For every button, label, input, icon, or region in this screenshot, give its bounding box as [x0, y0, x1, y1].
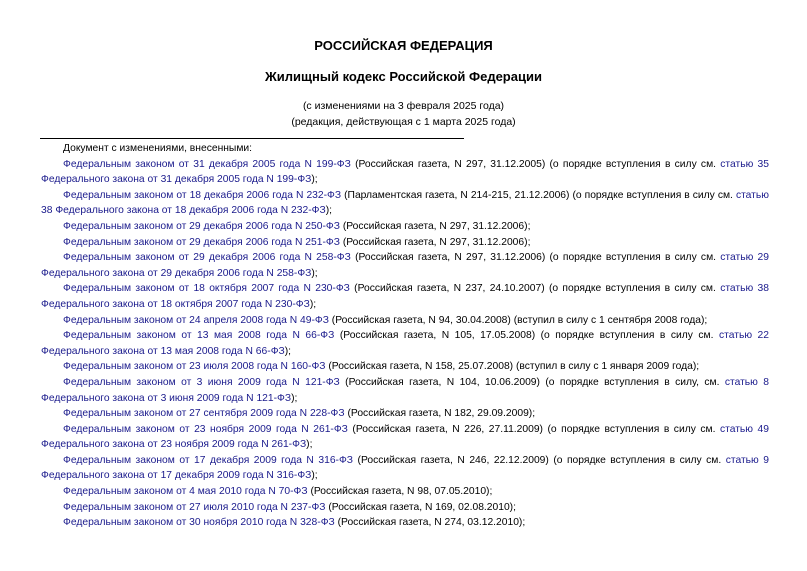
edition-info: [0, 98, 807, 130]
amendment-law-link[interactable]: Федеральным законом от 23 ноября 2009 года N 261-ФЗ: [63, 423, 348, 435]
amendment-source-text: (Российская газета, N 274, 03.12.2010);: [334, 517, 526, 529]
amendment-law-link[interactable]: Федеральным законом от 3 июня 2009 года N 121-ФЗ: [63, 376, 340, 388]
list-item: [41, 500, 769, 516]
page-title: РОССИЙСКАЯ ФЕДЕРАЦИЯ: [314, 38, 493, 53]
amendment-law-link[interactable]: Федеральным законом от 18 декабря 2006 года N 232-ФЗ: [63, 189, 342, 201]
list-item: [41, 313, 769, 329]
amendment-source-text: (Российская газета, N 169, 02.08.2010);: [325, 501, 516, 513]
list-item: [41, 515, 769, 531]
list-item: [41, 281, 769, 312]
amendment-tail-text: );: [311, 174, 318, 186]
list-item: [41, 375, 769, 406]
list-item: [41, 328, 769, 359]
list-item: [41, 422, 769, 453]
amendment-source-text: (Российская газета, N 297, 31.12.2006) (о порядке вступления в силу см.: [350, 252, 721, 264]
amendment-law-link[interactable]: Федеральным законом от 27 сентября 2009 года N 228-ФЗ: [63, 408, 345, 420]
amendment-law-link[interactable]: Федеральным законом от 18 октября 2007 года N 230-ФЗ: [63, 283, 350, 295]
amendment-law-link[interactable]: Федеральным законом от 4 мая 2010 года N 70-ФЗ: [63, 486, 308, 498]
amendment-items: [41, 157, 769, 531]
amendment-law-link[interactable]: Федеральным законом от 27 июля 2010 года N 237-ФЗ: [63, 501, 326, 513]
amendment-source-text: (Российская газета, N 105, 17.05.2008) (о порядке вступления в силу см.: [334, 330, 719, 342]
amendment-article-link[interactable]: статью 22 Федерального закона от 13 мая 2008 года N 66-ФЗ: [41, 330, 769, 357]
amendment-tail-text: );: [291, 392, 298, 404]
list-item: [41, 484, 769, 500]
amendment-law-link[interactable]: Федеральным законом от 23 июля 2008 года N 160-ФЗ: [63, 361, 326, 373]
amendment-tail-text: );: [311, 267, 318, 279]
amendment-source-text: (Российская газета, N 158, 25.07.2008) (вступил в силу с 1 января 2009 года);: [325, 361, 700, 373]
amendment-tail-text: );: [325, 205, 332, 217]
amendment-source-text: (Российская газета, N 182, 29.09.2009);: [344, 408, 536, 420]
amendment-source-text: (Российская газета, N 246, 22.12.2009) (о порядке вступления в силу см.: [353, 454, 726, 466]
edition-effective-line: (редакция, действующая с 1 марта 2025 года): [291, 116, 516, 128]
amendment-law-link[interactable]: Федеральным законом от 13 мая 2008 года N 66-ФЗ: [63, 330, 335, 342]
amendment-source-text: (Российская газета, N 297, 31.12.2006);: [339, 220, 531, 232]
list-item: [41, 250, 769, 281]
list-item: [41, 188, 769, 219]
amendment-law-link[interactable]: Федеральным законом от 30 ноября 2010 года N 328-ФЗ: [63, 517, 335, 529]
amendment-law-link[interactable]: Федеральным законом от 17 декабря 2009 года N 316-ФЗ: [63, 454, 354, 466]
amendment-article-link[interactable]: статью 38 Федерального закона от 18 октября 2007 года N 230-ФЗ: [41, 283, 769, 310]
amendment-law-link[interactable]: Федеральным законом от 31 декабря 2005 года N 199-ФЗ: [63, 158, 351, 170]
amendment-law-link[interactable]: Федеральным законом от 24 апреля 2008 года N 49-ФЗ: [63, 314, 329, 326]
divider: [40, 138, 464, 139]
amendment-source-text: (Российская газета, N 297, 31.12.2006);: [339, 236, 531, 248]
amendment-law-link[interactable]: Федеральным законом от 29 декабря 2006 года N 251-ФЗ: [63, 236, 340, 248]
amendment-source-text: (Российская газета, N 98, 07.05.2010);: [307, 486, 493, 498]
list-item: [41, 453, 769, 484]
list-item: [41, 359, 769, 375]
amendment-article-link[interactable]: статью 8 Федерального закона от 3 июня 2009 года N 121-ФЗ: [41, 376, 769, 404]
amendment-article-link[interactable]: статью 49 Федерального закона от 23 ноября 2009 года N 261-ФЗ: [41, 423, 769, 451]
document-subtitle: Жилищный кодекс Российской Федерации: [265, 69, 542, 84]
amendment-law-link[interactable]: Федеральным законом от 29 декабря 2006 года N 250-ФЗ: [63, 220, 340, 232]
amendment-source-text: (Российская газета, N 297, 31.12.2005) (о порядке вступления в силу см.: [350, 158, 721, 170]
amendment-tail-text: );: [284, 345, 292, 357]
amendment-source-text: (Российская газета, N 226, 27.11.2009) (о порядке вступления в силу см.: [347, 423, 720, 435]
list-item: [41, 157, 769, 188]
amendment-article-link[interactable]: статью 9 Федерального закона от 17 декабря 2009 года N 316-ФЗ: [41, 454, 769, 482]
list-item: [41, 219, 769, 235]
amendment-source-text: (Российская газета, N 104, 10.06.2009) (о порядке вступления в силу, см.: [339, 376, 725, 388]
list-item: [41, 235, 769, 251]
amendment-law-link[interactable]: Федеральным законом от 29 декабря 2006 года N 258-ФЗ: [63, 252, 351, 264]
edition-changes-line: (с изменениями на 3 февраля 2025 года): [302, 100, 505, 112]
list-item: [41, 406, 769, 422]
amendments-list: [41, 141, 769, 531]
amendment-source-text: (Парламентская газета, N 214-215, 21.12.2006) (о порядке вступления в силу см.: [341, 189, 736, 201]
amendment-tail-text: );: [306, 439, 313, 451]
amendment-article-link[interactable]: статью 35 Федерального закона от 31 декабря 2005 года N 199-ФЗ: [41, 158, 769, 186]
amendments-intro: Документ с изменениями, внесенными:: [63, 143, 253, 154]
amendment-tail-text: );: [311, 470, 318, 482]
amendment-source-text: (Российская газета, N 237, 24.10.2007) (о порядке вступления в силу см.: [349, 283, 721, 295]
amendment-article-link[interactable]: статью 38 Федерального закона от 18 декабря 2006 года N 232-ФЗ: [41, 189, 769, 217]
amendment-article-link[interactable]: статью 29 Федерального закона от 29 декабря 2006 года N 258-ФЗ: [41, 252, 769, 279]
amendment-source-text: (Российская газета, N 94, 30.04.2008) (вступил в силу с 1 сентября 2008 года);: [328, 314, 708, 326]
amendment-tail-text: );: [309, 298, 317, 310]
